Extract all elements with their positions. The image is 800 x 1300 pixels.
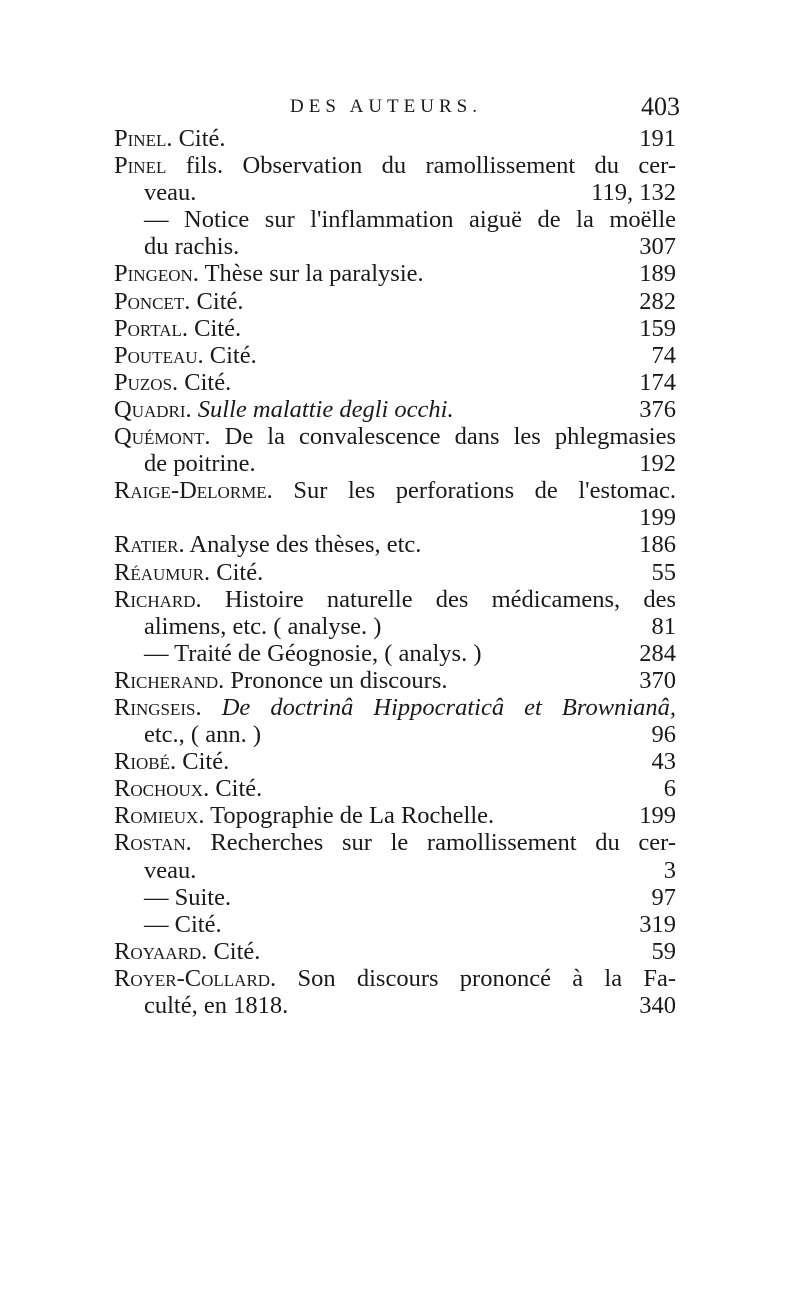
index-line: [114, 721, 676, 748]
author-name: Pinel: [114, 152, 167, 180]
author-name: Ratier.: [114, 531, 185, 559]
author-name: Richard.: [114, 585, 202, 613]
page-ref: 340: [639, 992, 676, 1019]
entry-text: Analyse des thèses, etc.: [189, 531, 422, 559]
author-name: Raige-Delorme.: [114, 477, 273, 505]
entry-text: De doctrinâ Hippocraticâ et Brownianâ,: [221, 693, 676, 721]
page-ref: 81: [651, 612, 676, 640]
page-ref: 191: [639, 125, 676, 152]
index-line: [114, 992, 676, 1019]
entry-text: Topographie de La Rochelle.: [210, 802, 495, 830]
author-name: Poncet.: [114, 287, 191, 315]
entry-text: Cité.: [196, 287, 244, 315]
index-line: [114, 288, 676, 315]
entry-text: — Suite.: [144, 883, 232, 911]
running-title: DES AUTEURS.: [290, 96, 482, 117]
page-ref: 96: [651, 721, 676, 749]
index-line: [114, 694, 676, 721]
entry-text: veau.: [144, 179, 197, 207]
author-name: Royer-Collard.: [114, 964, 277, 992]
entry-text: Cité.: [182, 748, 230, 776]
index-line: [114, 748, 676, 775]
entry-text: du rachis.: [144, 233, 240, 261]
index-line: [114, 504, 676, 531]
index-line: [114, 125, 676, 152]
entry-text: Sulle malattie degli occhi.: [197, 395, 454, 423]
index-line: [114, 775, 676, 802]
page-ref: 159: [639, 314, 676, 342]
page-ref: 284: [639, 639, 676, 667]
index-line: [114, 315, 676, 342]
index-line: [114, 911, 676, 938]
page-ref: 376: [639, 395, 676, 423]
entry-text: Cité.: [209, 341, 257, 369]
page-ref: 55: [651, 558, 676, 586]
index-line: [114, 586, 676, 613]
index-line: [114, 667, 676, 694]
index-line: [114, 342, 676, 369]
entry-text: Cité.: [194, 314, 242, 342]
entry-text: Cité.: [178, 125, 226, 152]
entry-text: Cité.: [215, 775, 263, 803]
author-name: Rostan.: [114, 829, 192, 857]
author-name: Pingeon.: [114, 260, 199, 288]
entry-text: de poitrine.: [144, 450, 256, 478]
entry-text: Cité.: [184, 368, 232, 396]
author-name: Pouteau.: [114, 341, 204, 369]
index-line: [114, 423, 676, 450]
author-name: Royaard.: [114, 937, 208, 965]
page-ref: 3: [663, 856, 676, 884]
entry-text: — Cité.: [144, 910, 222, 938]
entry-text: Sur les perforations de l'estomac.: [293, 477, 676, 505]
index-line: [114, 233, 676, 260]
page-ref: 192: [639, 450, 676, 478]
entry-text: veau.: [144, 856, 197, 884]
author-name: Riobé.: [114, 748, 177, 776]
entry-text: — Notice sur l'inflammation aiguë de la moëlle: [144, 206, 676, 234]
index-line: [114, 206, 676, 233]
page-ref: 370: [639, 666, 676, 694]
entry-text: De la convalescence dans les phlegmasies: [224, 423, 677, 451]
page-ref: 59: [651, 937, 676, 965]
entry-text: fils. Observation du ramollissement du cer-: [185, 152, 677, 180]
page-ref: 189: [639, 260, 676, 288]
page-ref: 282: [639, 287, 676, 315]
page-number: 403: [641, 92, 680, 121]
page-ref: 199: [639, 504, 676, 532]
author-index: [114, 125, 676, 1019]
author-name: Romieux.: [114, 802, 205, 830]
author-name: Quémont.: [114, 423, 211, 451]
entry-text: Son discours prononcé à la Fa-: [297, 964, 677, 992]
index-line: [114, 179, 676, 206]
page-ref: 97: [651, 883, 676, 911]
page-ref: 319: [639, 910, 676, 938]
index-line: [114, 829, 676, 856]
author-name: Pinel.: [114, 125, 173, 152]
page-ref: 199: [639, 802, 676, 830]
index-line: [114, 369, 676, 396]
index-line: [114, 531, 676, 558]
author-name: Rochoux.: [114, 775, 210, 803]
index-line: [114, 477, 676, 504]
author-name: Quadri.: [114, 395, 192, 423]
index-line: [114, 938, 676, 965]
entry-text: Histoire naturelle des médicamens, des: [224, 585, 677, 613]
page-ref: 186: [639, 531, 676, 559]
entry-text: Cité.: [216, 558, 264, 586]
page-ref: 43: [651, 748, 676, 776]
index-line: [114, 559, 676, 586]
author-name: Réaumur.: [114, 558, 211, 586]
index-line: [114, 260, 676, 287]
page-ref: 74: [651, 341, 676, 369]
entry-text: culté, en 1818.: [144, 992, 289, 1019]
page-ref: 119, 132: [591, 179, 676, 207]
index-line: [114, 450, 676, 477]
author-name: Richerand.: [114, 666, 225, 694]
author-name: Puzos.: [114, 368, 179, 396]
page-ref: 6: [663, 775, 676, 803]
index-line: [114, 152, 676, 179]
index-line: [114, 802, 676, 829]
running-head: [120, 92, 680, 126]
index-line: [114, 884, 676, 911]
page-ref: 307: [639, 233, 676, 261]
author-name: Portal.: [114, 314, 189, 342]
index-line: [114, 640, 676, 667]
entry-text: Cité.: [213, 937, 261, 965]
entry-text: Recherches sur le ramollissement du cer-: [210, 829, 676, 857]
index-line: [114, 965, 676, 992]
index-line: [114, 396, 676, 423]
index-line: [114, 613, 676, 640]
page-ref: 174: [639, 368, 676, 396]
author-name: Ringseis.: [114, 693, 202, 721]
entry-text: etc., ( ann. ): [144, 721, 261, 749]
entry-text: Prononce un discours.: [230, 666, 448, 694]
entry-text: — Traité de Géognosie, ( analys. ): [144, 639, 482, 667]
index-line: [114, 857, 676, 884]
entry-text: alimens, etc. ( analyse. ): [144, 612, 382, 640]
entry-text: Thèse sur la paralysie.: [204, 260, 424, 288]
